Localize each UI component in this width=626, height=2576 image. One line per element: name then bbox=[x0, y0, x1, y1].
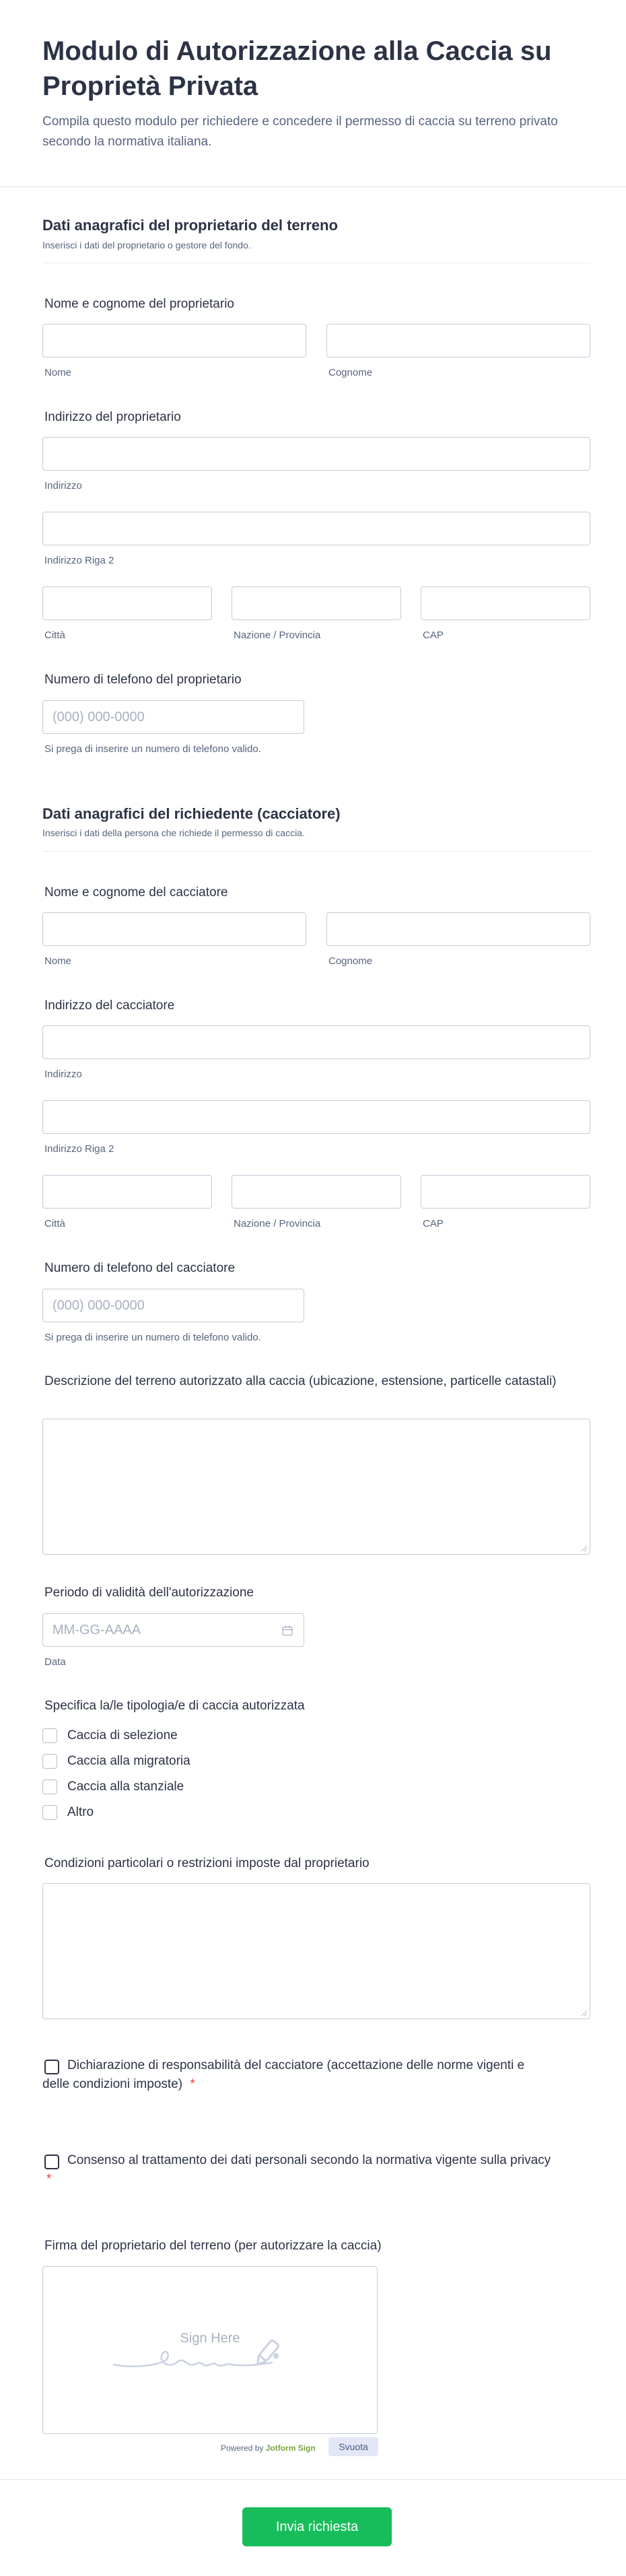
consent-text bbox=[42, 2151, 554, 2189]
hunter-address-label: Indirizzo del cacciatore bbox=[44, 998, 175, 1013]
owner-first-name-input[interactable] bbox=[42, 324, 306, 358]
hunting-type-option-label: Caccia alla stanziale bbox=[67, 1780, 184, 1794]
jotform-sign-brand: Jotform Sign bbox=[265, 2443, 316, 2453]
hunter-phone-input[interactable]: (000) 000-0000 bbox=[42, 1289, 304, 1322]
owner-address1-sublabel: Indirizzo bbox=[44, 480, 82, 492]
signature-scribble-icon bbox=[110, 2328, 312, 2375]
resize-handle-icon[interactable] bbox=[581, 1545, 588, 1552]
hunting-types-label: Specifica la/le tipologia/e di caccia autorizzata bbox=[44, 1699, 305, 1713]
hunter-first-name-input[interactable] bbox=[42, 912, 306, 946]
powered-by-prefix: Powered by bbox=[221, 2443, 266, 2453]
signature-clear-button[interactable]: Svuota bbox=[328, 2437, 378, 2456]
validity-date-placeholder: MM-GG-AAAA bbox=[53, 1623, 141, 1637]
hunting-type-option-label: Caccia alla migratoria bbox=[67, 1754, 190, 1768]
hunter-section-description: Inserisci i dati della persona che richiede il permesso di caccia. bbox=[42, 827, 305, 838]
submit-button[interactable]: Invia richiesta bbox=[242, 2507, 392, 2546]
calendar-icon[interactable] bbox=[282, 1625, 293, 1636]
hunter-city-sublabel: Città bbox=[44, 1218, 65, 1229]
hunter-section-divider bbox=[42, 851, 590, 852]
resize-handle-icon[interactable] bbox=[581, 2010, 588, 2016]
conditions-textarea[interactable] bbox=[42, 1883, 590, 2019]
owner-last-name-input[interactable] bbox=[326, 324, 590, 358]
hunter-name-label: Nome e cognome del cacciatore bbox=[44, 885, 228, 900]
declaration-required-mark: * bbox=[190, 2077, 195, 2091]
hunting-type-checkbox-selezione[interactable] bbox=[42, 1728, 57, 1743]
owner-phone-help: Si prega di inserire un numero di telefono valido. bbox=[44, 743, 261, 755]
consent-label: Consenso al trattamento dei dati personali secondo la normativa vigente sulla privacy bbox=[67, 2153, 551, 2167]
owner-address-label: Indirizzo del proprietario bbox=[44, 410, 181, 424]
hunter-city-input[interactable] bbox=[42, 1175, 212, 1209]
hunter-zip-input[interactable] bbox=[421, 1175, 590, 1209]
signature-placeholder: Sign Here bbox=[180, 2331, 240, 2346]
consent-required-mark: * bbox=[46, 2172, 52, 2186]
form-subtitle: Compila questo modulo per richiedere e concedere il permesso di caccia su terreno privato secondo la normativa italiana. bbox=[42, 114, 558, 149]
hunter-phone-help: Si prega di inserire un numero di telefono valido. bbox=[44, 1332, 261, 1343]
hunter-section-title: Dati anagrafici del richiedente (cacciatore) bbox=[42, 805, 341, 822]
hunter-address1-sublabel: Indirizzo bbox=[44, 1069, 82, 1080]
hunter-state-input[interactable] bbox=[232, 1175, 401, 1209]
owner-city-input[interactable] bbox=[42, 586, 212, 620]
owner-phone-label: Numero di telefono del proprietario bbox=[44, 673, 242, 687]
signature-pad[interactable] bbox=[42, 2266, 378, 2434]
hunting-type-option-label: Caccia di selezione bbox=[67, 1728, 178, 1742]
owner-first-name-sublabel: Nome bbox=[44, 367, 72, 378]
form-title: Modulo di Autorizzazione alla Caccia su Proprietà Privata bbox=[42, 36, 552, 101]
owner-section-title: Dati anagrafici del proprietario del terreno bbox=[42, 217, 338, 234]
owner-zip-sublabel: CAP bbox=[423, 630, 444, 641]
hunter-zip-sublabel: CAP bbox=[423, 1218, 444, 1229]
validity-label: Periodo di validità dell'autorizzazione bbox=[44, 1586, 254, 1600]
hunter-first-name-sublabel: Nome bbox=[44, 955, 72, 967]
owner-state-input[interactable] bbox=[232, 586, 401, 620]
land-description-textarea[interactable] bbox=[42, 1419, 590, 1555]
hunter-last-name-input[interactable] bbox=[326, 912, 590, 946]
hunter-address2-sublabel: Indirizzo Riga 2 bbox=[44, 1143, 114, 1155]
hunting-type-checkbox-stanziale[interactable] bbox=[42, 1780, 57, 1794]
owner-last-name-sublabel: Cognome bbox=[328, 367, 373, 378]
owner-address1-input[interactable] bbox=[42, 437, 590, 471]
owner-zip-input[interactable] bbox=[421, 586, 590, 620]
land-description-label: Descrizione del terreno autorizzato alla caccia (ubicazione, estensione, particelle catastali) bbox=[44, 1374, 557, 1388]
owner-address2-input[interactable] bbox=[42, 512, 590, 545]
owner-city-sublabel: Città bbox=[44, 630, 65, 641]
declaration-text bbox=[42, 2056, 554, 2094]
owner-name-label: Nome e cognome del proprietario bbox=[44, 297, 234, 311]
hunter-state-sublabel: Nazione / Provincia bbox=[234, 1218, 321, 1229]
hunting-type-checkbox-altro[interactable] bbox=[42, 1805, 57, 1820]
hunter-address1-input[interactable] bbox=[42, 1025, 590, 1059]
owner-address2-sublabel: Indirizzo Riga 2 bbox=[44, 555, 114, 566]
footer-divider bbox=[0, 2479, 626, 2480]
hunting-type-option-label: Altro bbox=[67, 1805, 94, 1819]
validity-date-input[interactable] bbox=[42, 1613, 304, 1647]
conditions-label: Condizioni particolari o restrizioni imposte dal proprietario bbox=[44, 1856, 370, 1870]
declaration-label: Dichiarazione di responsabilità del cacciatore (accettazione delle norme vigenti e delle condizioni imposte) bbox=[42, 2058, 525, 2091]
hunting-type-checkbox-migratoria[interactable] bbox=[42, 1754, 57, 1769]
hunter-address2-input[interactable] bbox=[42, 1100, 590, 1134]
signature-powered-by bbox=[221, 2443, 316, 2453]
hunter-phone-label: Numero di telefono del cacciatore bbox=[44, 1261, 236, 1275]
owner-section-description: Inserisci i dati del proprietario o gestore del fondo. bbox=[42, 240, 251, 250]
validity-date-sublabel: Data bbox=[44, 1656, 66, 1668]
hunter-last-name-sublabel: Cognome bbox=[328, 955, 373, 967]
owner-state-sublabel: Nazione / Provincia bbox=[234, 630, 321, 641]
owner-phone-input[interactable]: (000) 000-0000 bbox=[42, 700, 304, 734]
signature-label: Firma del proprietario del terreno (per autorizzare la caccia) bbox=[44, 2239, 382, 2253]
